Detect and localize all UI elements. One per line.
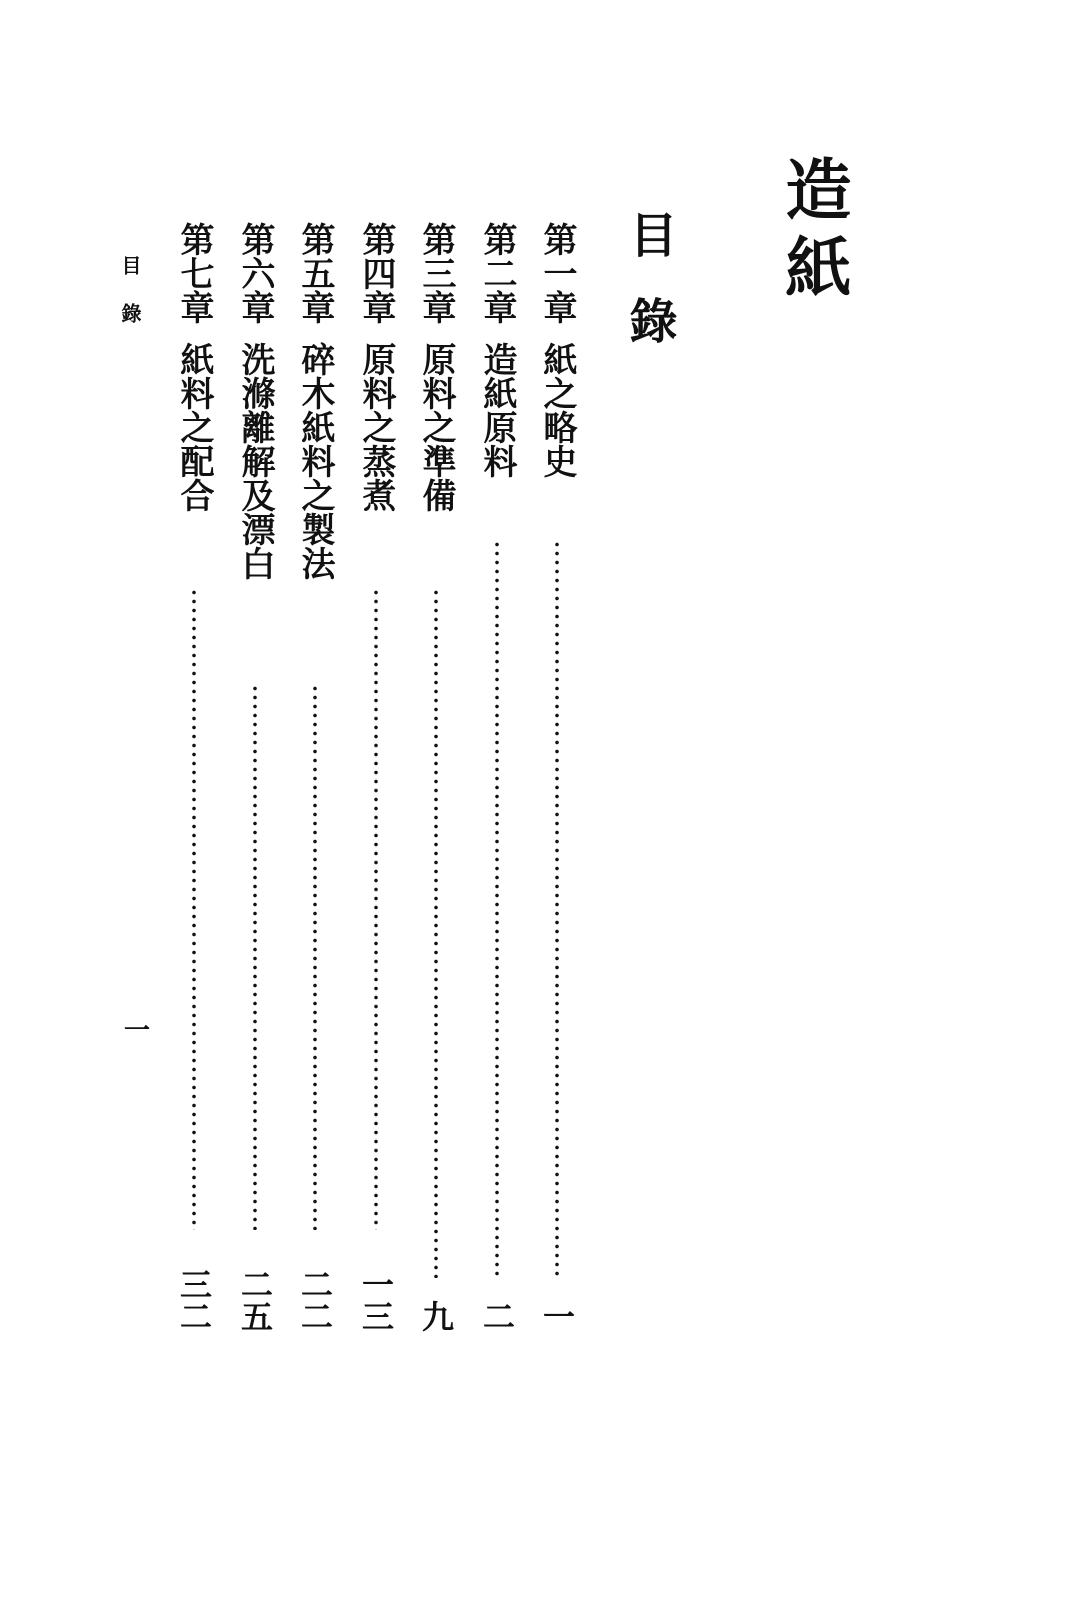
toc-heading: 目錄 [621, 210, 677, 382]
toc-page-number: 二五 [236, 1268, 274, 1332]
toc-chapter-number: 第六章 [235, 222, 275, 324]
toc-page-number: 三二 [175, 1268, 213, 1332]
toc-chapter-number: 第七章 [174, 222, 214, 324]
toc-chapter-number: 第三章 [416, 222, 456, 324]
toc-chapter-number: 第五章 [295, 222, 335, 324]
margin-label: 目錄 [118, 255, 142, 351]
toc-entry-1 [533, 222, 581, 1332]
toc-chapter-title: 原料之準備 [416, 342, 456, 512]
toc-chapter-title: 洗滌離解及漂白 [235, 342, 275, 580]
toc-chapter-title: 原料之蒸煮 [356, 342, 396, 512]
toc-dot-leader [373, 588, 379, 1230]
toc-page-number: 二二 [296, 1268, 334, 1332]
toc-chapter-number: 第二章 [477, 222, 517, 324]
toc-dot-leader [191, 588, 197, 1230]
toc-dot-leader [312, 684, 318, 1230]
toc-entry-6 [231, 222, 279, 1332]
toc-dot-leader [252, 684, 258, 1230]
toc-entry-3 [412, 222, 460, 1332]
toc-page-number: 二 [478, 1300, 516, 1332]
toc-chapter-title: 紙料之配合 [174, 342, 214, 512]
toc-dot-leader [554, 540, 560, 1278]
toc-chapter-title: 造紙原料 [477, 342, 517, 478]
book-title: 造紙 [774, 155, 852, 311]
toc-entry-5 [291, 222, 339, 1332]
toc-chapter-number: 第一章 [537, 222, 577, 324]
toc-entry-4 [352, 222, 400, 1332]
toc-chapter-title: 碎木紙料之製法 [295, 342, 335, 580]
toc-entry-7 [170, 222, 218, 1332]
toc-dot-leader [433, 588, 439, 1278]
toc-chapter-number: 第四章 [356, 222, 396, 324]
toc-page-number: 九 [417, 1300, 455, 1332]
toc-entry-2 [473, 222, 521, 1332]
folio-page-number: 一 [124, 1016, 151, 1046]
toc-chapter-title: 紙之略史 [537, 342, 577, 478]
toc-page-number: 一三 [357, 1268, 395, 1332]
toc-dot-leader [494, 540, 500, 1278]
toc-page-number: 一 [538, 1300, 576, 1332]
